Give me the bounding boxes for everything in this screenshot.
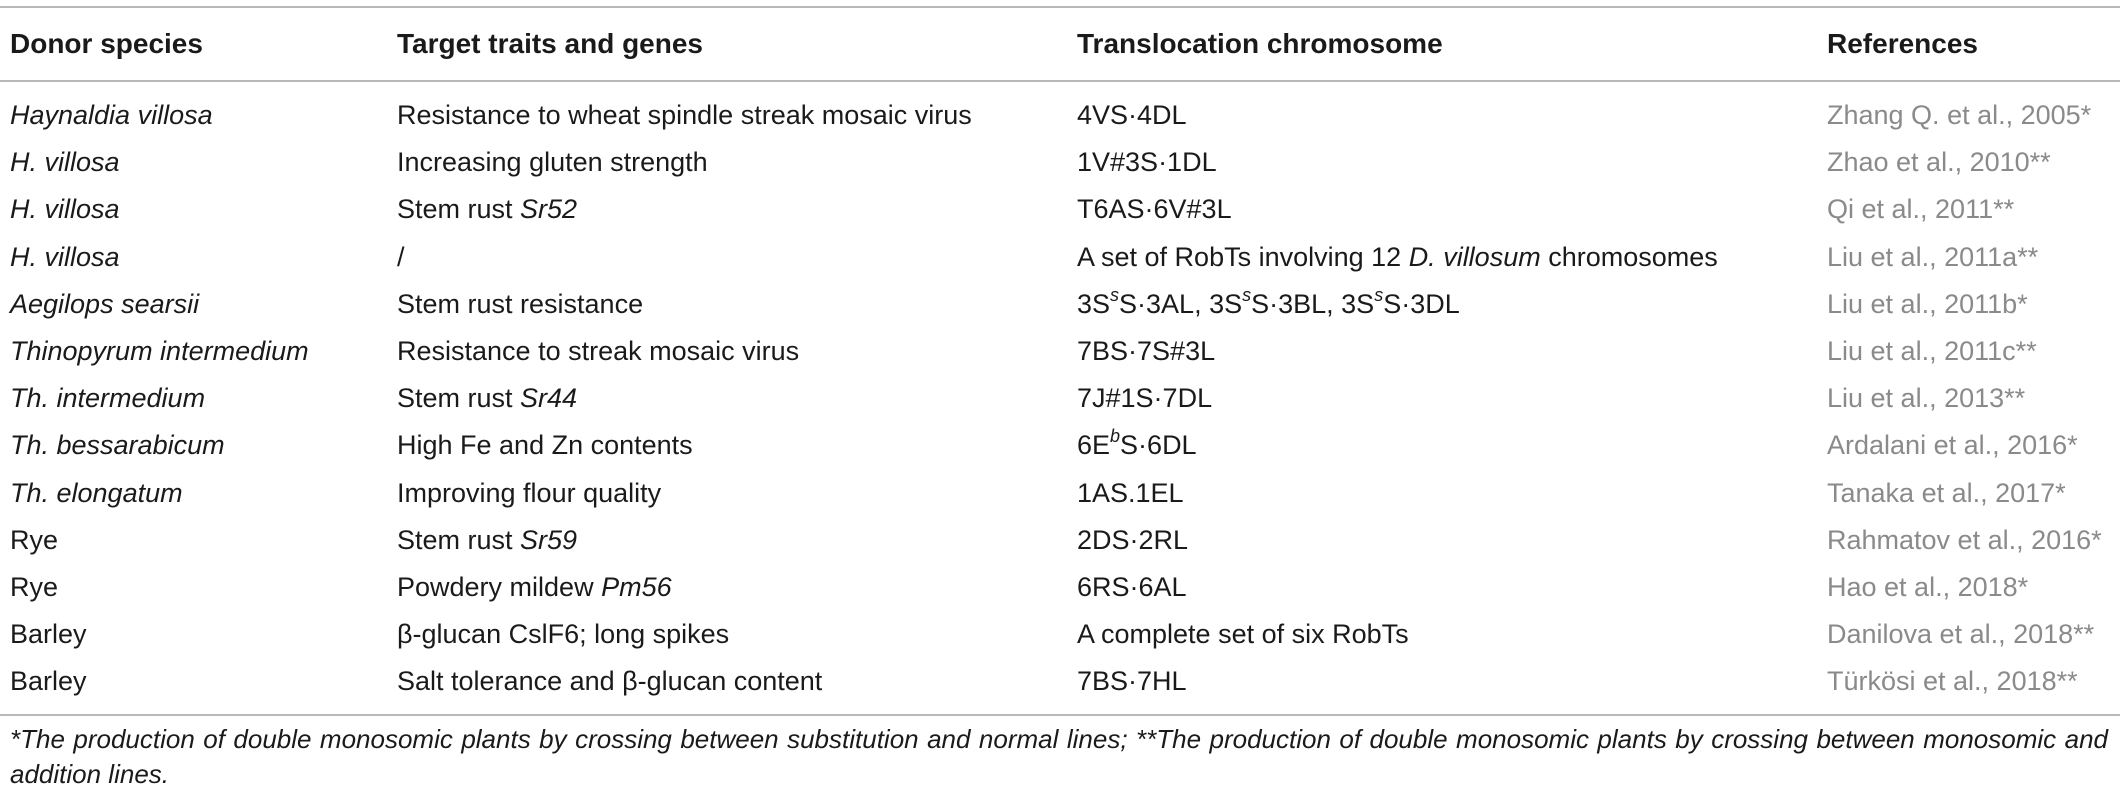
table-row	[0, 92, 2120, 139]
donor-species-cell: Th. intermedium	[10, 383, 206, 414]
reference-cell: Liu et al., 2011a**	[1827, 241, 2039, 272]
table-row	[0, 375, 2120, 422]
gene-name: Sr44	[520, 383, 578, 414]
bottom-rule	[0, 714, 2120, 716]
chromosome-cell: 1AS.1EL	[1077, 477, 1184, 508]
target-trait-cell	[397, 564, 672, 611]
target-trait-cell: Resistance to wheat spindle streak mosaic virus	[397, 100, 972, 130]
gene-name: Sr59	[520, 524, 578, 555]
table-row	[0, 470, 2120, 517]
table-row	[0, 281, 2120, 328]
table-row	[0, 186, 2120, 233]
donor-species-cell: Haynaldia villosa	[10, 100, 213, 130]
donor-species-cell: Barley	[10, 666, 87, 697]
donor-species-cell: Rye	[10, 571, 59, 602]
gene-name: Sr52	[520, 194, 578, 225]
chromosome-cell: 4VS·4DL	[1077, 100, 1187, 130]
table-footnote: *The production of double monosomic plants by crossing between substitution and normal lines; **The production of double monosomic plants by crossing between monosomic and addition lines.	[10, 724, 2108, 789]
chromosome-cell	[1077, 234, 1718, 281]
trait-text: Stem rust	[397, 194, 521, 225]
target-trait-cell: β-glucan CslF6; long spikes	[397, 619, 730, 650]
reference-cell: Türkösi et al., 2018**	[1827, 666, 2078, 697]
chromosome-text: 6E	[1077, 430, 1111, 461]
chromosome-cell: 2DS·2RL	[1077, 524, 1189, 555]
reference-cell: Liu et al., 2011b*	[1827, 288, 2028, 319]
chromosome-cell: 7BS·7HL	[1077, 666, 1187, 697]
chromosome-text: S·3DL	[1383, 288, 1460, 319]
chromosome-text: S·3BL, 3S	[1251, 288, 1375, 319]
table-row	[0, 234, 2120, 281]
chromosome-cell: 6RS·6AL	[1077, 571, 1187, 602]
target-trait-cell: Salt tolerance and β-glucan content	[397, 666, 823, 697]
chromosome-text: S·6DL	[1120, 430, 1197, 461]
trait-text: Stem rust	[397, 524, 521, 555]
reference-cell: Ardalani et al., 2016*	[1827, 430, 2078, 461]
donor-species-cell: Th. bessarabicum	[10, 430, 225, 461]
reference-cell: Tanaka et al., 2017*	[1827, 477, 2066, 508]
donor-species-cell: Th. elongatum	[10, 477, 183, 508]
chromosome-cell: A complete set of six RobTs	[1077, 619, 1409, 650]
target-trait-cell: High Fe and Zn contents	[397, 430, 693, 461]
chromosome-cell: 7BS·7S#3L	[1077, 335, 1216, 366]
header-target-traits: Target traits and genes	[397, 28, 704, 59]
chromosome-cell	[1077, 422, 1197, 469]
table-row	[0, 517, 2120, 564]
target-trait-cell	[397, 517, 577, 564]
reference-cell: Liu et al., 2013**	[1827, 383, 2026, 414]
header-translocation-chromosome: Translocation chromosome	[1077, 28, 1443, 59]
chromosome-text: 3S	[1077, 288, 1111, 319]
table-row	[0, 328, 2120, 375]
donor-species-cell: H. villosa	[10, 194, 120, 225]
target-trait-cell: Resistance to streak mosaic virus	[397, 335, 800, 366]
header-references: References	[1827, 28, 1978, 59]
reference-cell: Zhao et al., 2010**	[1827, 147, 2051, 178]
chromosome-cell: 7J#1S·7DL	[1077, 383, 1213, 414]
target-trait-cell	[397, 186, 577, 233]
superscript: s	[1110, 284, 1120, 305]
target-trait-cell: Stem rust resistance	[397, 288, 644, 319]
reference-cell: Rahmatov et al., 2016*	[1827, 524, 2102, 555]
donor-species-cell: H. villosa	[10, 241, 120, 272]
target-trait-cell: /	[397, 241, 405, 272]
donor-species-cell: H. villosa	[10, 147, 120, 178]
donor-species-cell: Aegilops searsii	[10, 288, 200, 319]
superscript: s	[1374, 284, 1384, 305]
table-body	[0, 92, 2120, 705]
gene-name: Pm56	[601, 571, 672, 602]
header-rule	[0, 80, 2120, 82]
chromosome-text: S·3AL, 3S	[1119, 288, 1243, 319]
target-trait-cell: Improving flour quality	[397, 477, 662, 508]
table-row	[0, 658, 2120, 705]
reference-cell: Qi et al., 2011**	[1827, 194, 2015, 225]
table-row	[0, 611, 2120, 658]
chromosome-text: chromosomes	[1540, 241, 1718, 272]
header-donor-species: Donor species	[10, 28, 203, 59]
chromosome-cell	[1077, 281, 1460, 328]
trait-text: Powdery mildew	[397, 571, 602, 602]
reference-cell: Zhang Q. et al., 2005*	[1827, 100, 2092, 130]
table-row	[0, 422, 2120, 469]
reference-cell: Liu et al., 2011c**	[1827, 335, 2037, 366]
donor-species-cell: Rye	[10, 524, 59, 555]
superscript: s	[1242, 284, 1252, 305]
reference-cell: Hao et al., 2018*	[1827, 571, 2029, 602]
donor-species-cell: Thinopyrum intermedium	[10, 335, 309, 366]
reference-cell: Danilova et al., 2018**	[1827, 619, 2095, 650]
target-trait-cell	[397, 375, 577, 422]
table-row	[0, 564, 2120, 611]
chromosome-text: A set of RobTs involving 12	[1077, 241, 1409, 272]
superscript: b	[1110, 426, 1121, 447]
chromosome-cell: 1V#3S·1DL	[1077, 147, 1217, 178]
target-trait-cell: Increasing gluten strength	[397, 147, 708, 178]
table-header	[0, 8, 2120, 80]
trait-text: Stem rust	[397, 383, 521, 414]
donor-species-cell: Barley	[10, 619, 87, 650]
chromosome-cell: T6AS·6V#3L	[1077, 194, 1232, 225]
table-row	[0, 139, 2120, 186]
species-name: D. villosum	[1408, 241, 1541, 272]
